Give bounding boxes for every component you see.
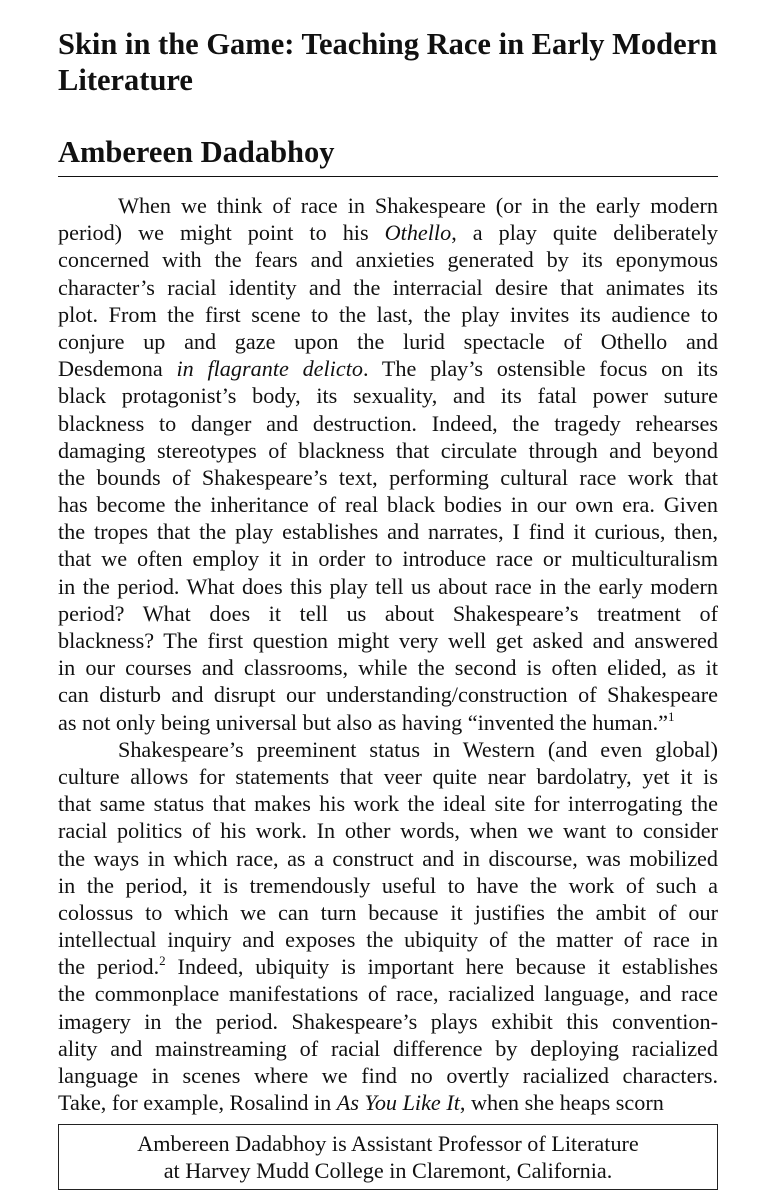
text-line: that same status that makes his work the ideal site for interrogating the xyxy=(58,791,718,817)
text-line: plot. From the first scene to the last, the play invites its audience to xyxy=(58,301,718,327)
article-title: Skin in the Game: Teaching Race in Early Modern Literature xyxy=(58,27,718,97)
text-line: in the period. What does this play tell us about race in the early modern xyxy=(58,573,718,599)
text-line: the tropes that the play establishes and narrates, I find it curious, then, xyxy=(58,519,718,545)
text-line: the commonplace manifestations of race, racialized language, and race xyxy=(58,981,718,1007)
italic-title: As You Like It xyxy=(336,1090,460,1116)
article-author: Ambereen Dadabhoy xyxy=(58,135,335,169)
text-line: damaging stereotypes of blackness that circulate through and beyond xyxy=(58,437,718,463)
italic-title: in flagrante delicto xyxy=(176,356,363,382)
text-line: colossus to which we can turn because it justifies the ambit of our xyxy=(58,899,718,925)
text-line: language in scenes where we find no overtly racialized characters. xyxy=(58,1063,718,1088)
bio-line: at Harvey Mudd College in Claremont, California. xyxy=(163,1158,613,1183)
text-line: black protagonist’s body, its sexuality, and its fatal power suture xyxy=(58,383,718,409)
text-line: blackness? The first question might very well get asked and answered xyxy=(58,628,718,653)
text-line: culture allows for statements that veer quite near bardolatry, yet it is xyxy=(58,763,718,789)
text-line: has become the inheritance of real black bodies in our own era. Given xyxy=(58,492,718,518)
text-line: character’s racial identity and the interracial desire that animates its xyxy=(58,274,718,300)
text-line: in the period, it is tremendously useful to have the work of such a xyxy=(58,872,718,898)
text-line: as not only being universal but also as having “invented the human.”$^1$ xyxy=(58,708,675,735)
text-line: that we often employ it in order to introduce race or multiculturalism xyxy=(58,546,718,572)
text-line: imagery in the period. Shakespeare’s plays exhibit this convention- xyxy=(58,1008,718,1034)
paragraph xyxy=(58,736,718,1117)
text-line: the bounds of Shakespeare’s text, performing cultural race work that xyxy=(58,464,718,490)
text-line: period? What does it tell us about Shakespeare’s treatment of xyxy=(58,600,718,626)
text-line: intellectual inquiry and exposes the ubiquity of the matter of race in xyxy=(58,927,718,953)
title-rule xyxy=(58,176,718,177)
italic-title: Othello xyxy=(384,220,452,246)
body-text xyxy=(58,192,718,1116)
text-line: in our courses and classrooms, while the second is often elided, as it xyxy=(58,655,718,681)
text-line: racial politics of his work. In other words, when we want to consider xyxy=(58,818,718,844)
text-line: the ways in which race, as a construct and in discourse, was mobilized xyxy=(58,845,718,871)
text-line: Take, for example, Rosalind in As You Like It, when she heaps scorn xyxy=(58,1090,664,1116)
text-line: blackness to danger and destruction. Indeed, the tragedy rehearses xyxy=(58,410,718,436)
bio-line: Ambereen Dadabhoy is Assistant Professor of Literature xyxy=(137,1131,639,1156)
footnote-ref[interactable]: 2 xyxy=(159,953,166,969)
text-line: conjure up and gaze upon the lurid spectacle of Othello and xyxy=(58,328,718,354)
text-line: the period.$^2$ Indeed, ubiquity is important here because it establishes xyxy=(58,953,718,980)
text-line: can disturb and disrupt our understanding/construction of Shakespeare xyxy=(58,682,718,708)
text-line: period) we might point to his Othello, a play quite deliberately xyxy=(58,220,718,246)
author-bio-box xyxy=(58,1124,718,1190)
footnote-ref[interactable]: 1 xyxy=(668,708,675,724)
paragraph xyxy=(58,192,718,736)
text-line: ality and mainstreaming of racial difference by deploying racialized xyxy=(58,1035,718,1061)
text-line: Desdemona in flagrante delicto. The play’s ostensible focus on its xyxy=(58,356,718,382)
text-line: concerned with the fears and anxieties generated by its eponymous xyxy=(58,247,718,273)
text-line: When we think of race in Shakespeare (or in the early modern xyxy=(118,193,718,218)
text-line: Shakespeare’s preeminent status in Western (and even global) xyxy=(118,736,718,762)
